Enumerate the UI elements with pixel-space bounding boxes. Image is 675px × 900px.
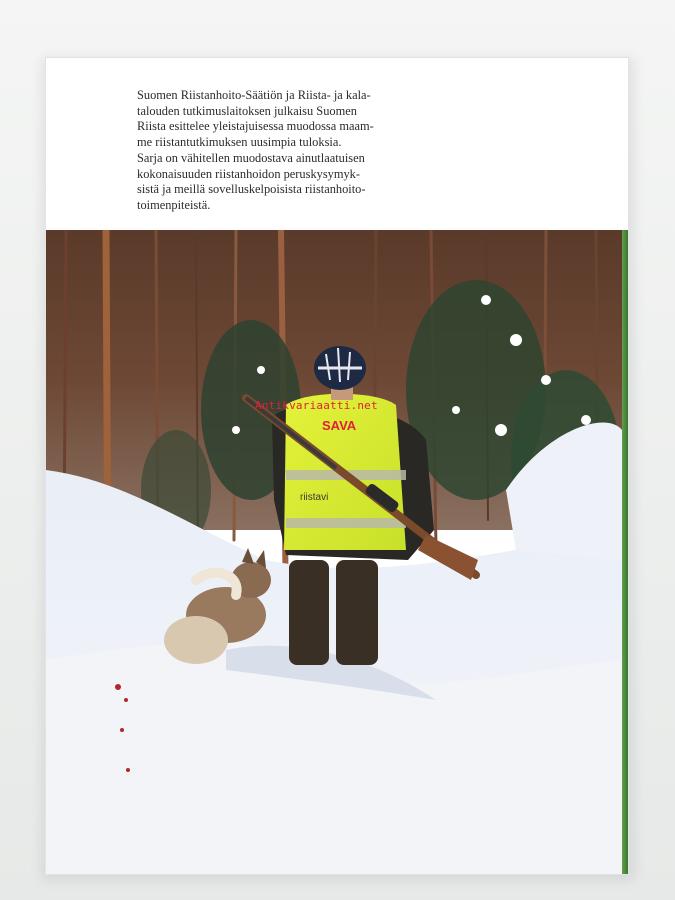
hunter-photo-illustration xyxy=(46,230,622,874)
watermark: Antikvariaatti.net xyxy=(255,399,378,412)
vest-print-top: SAVA xyxy=(322,418,357,433)
back-cover-blurb: Suomen Riistanhoito-Säätiön ja Riista- ja kala- talouden tutkimuslaitoksen julkaisu Suomen Riista esittelee yleistajuisessa muodossa maam- me riistantutkimuksen uusimpia tuloksia. Sarja on vähitellen muodostava ainutlaatuisen kokonaisuuden riistanhoidon peruskysymyk- sistä ja meillä sovelluskelpoisista riistanhoito- toimenpiteistä. xyxy=(137,88,374,212)
hunter-photo xyxy=(46,230,622,874)
book-back-cover xyxy=(46,58,628,874)
spine-edge xyxy=(622,230,628,874)
vest-print-side: riistavi xyxy=(300,492,329,503)
